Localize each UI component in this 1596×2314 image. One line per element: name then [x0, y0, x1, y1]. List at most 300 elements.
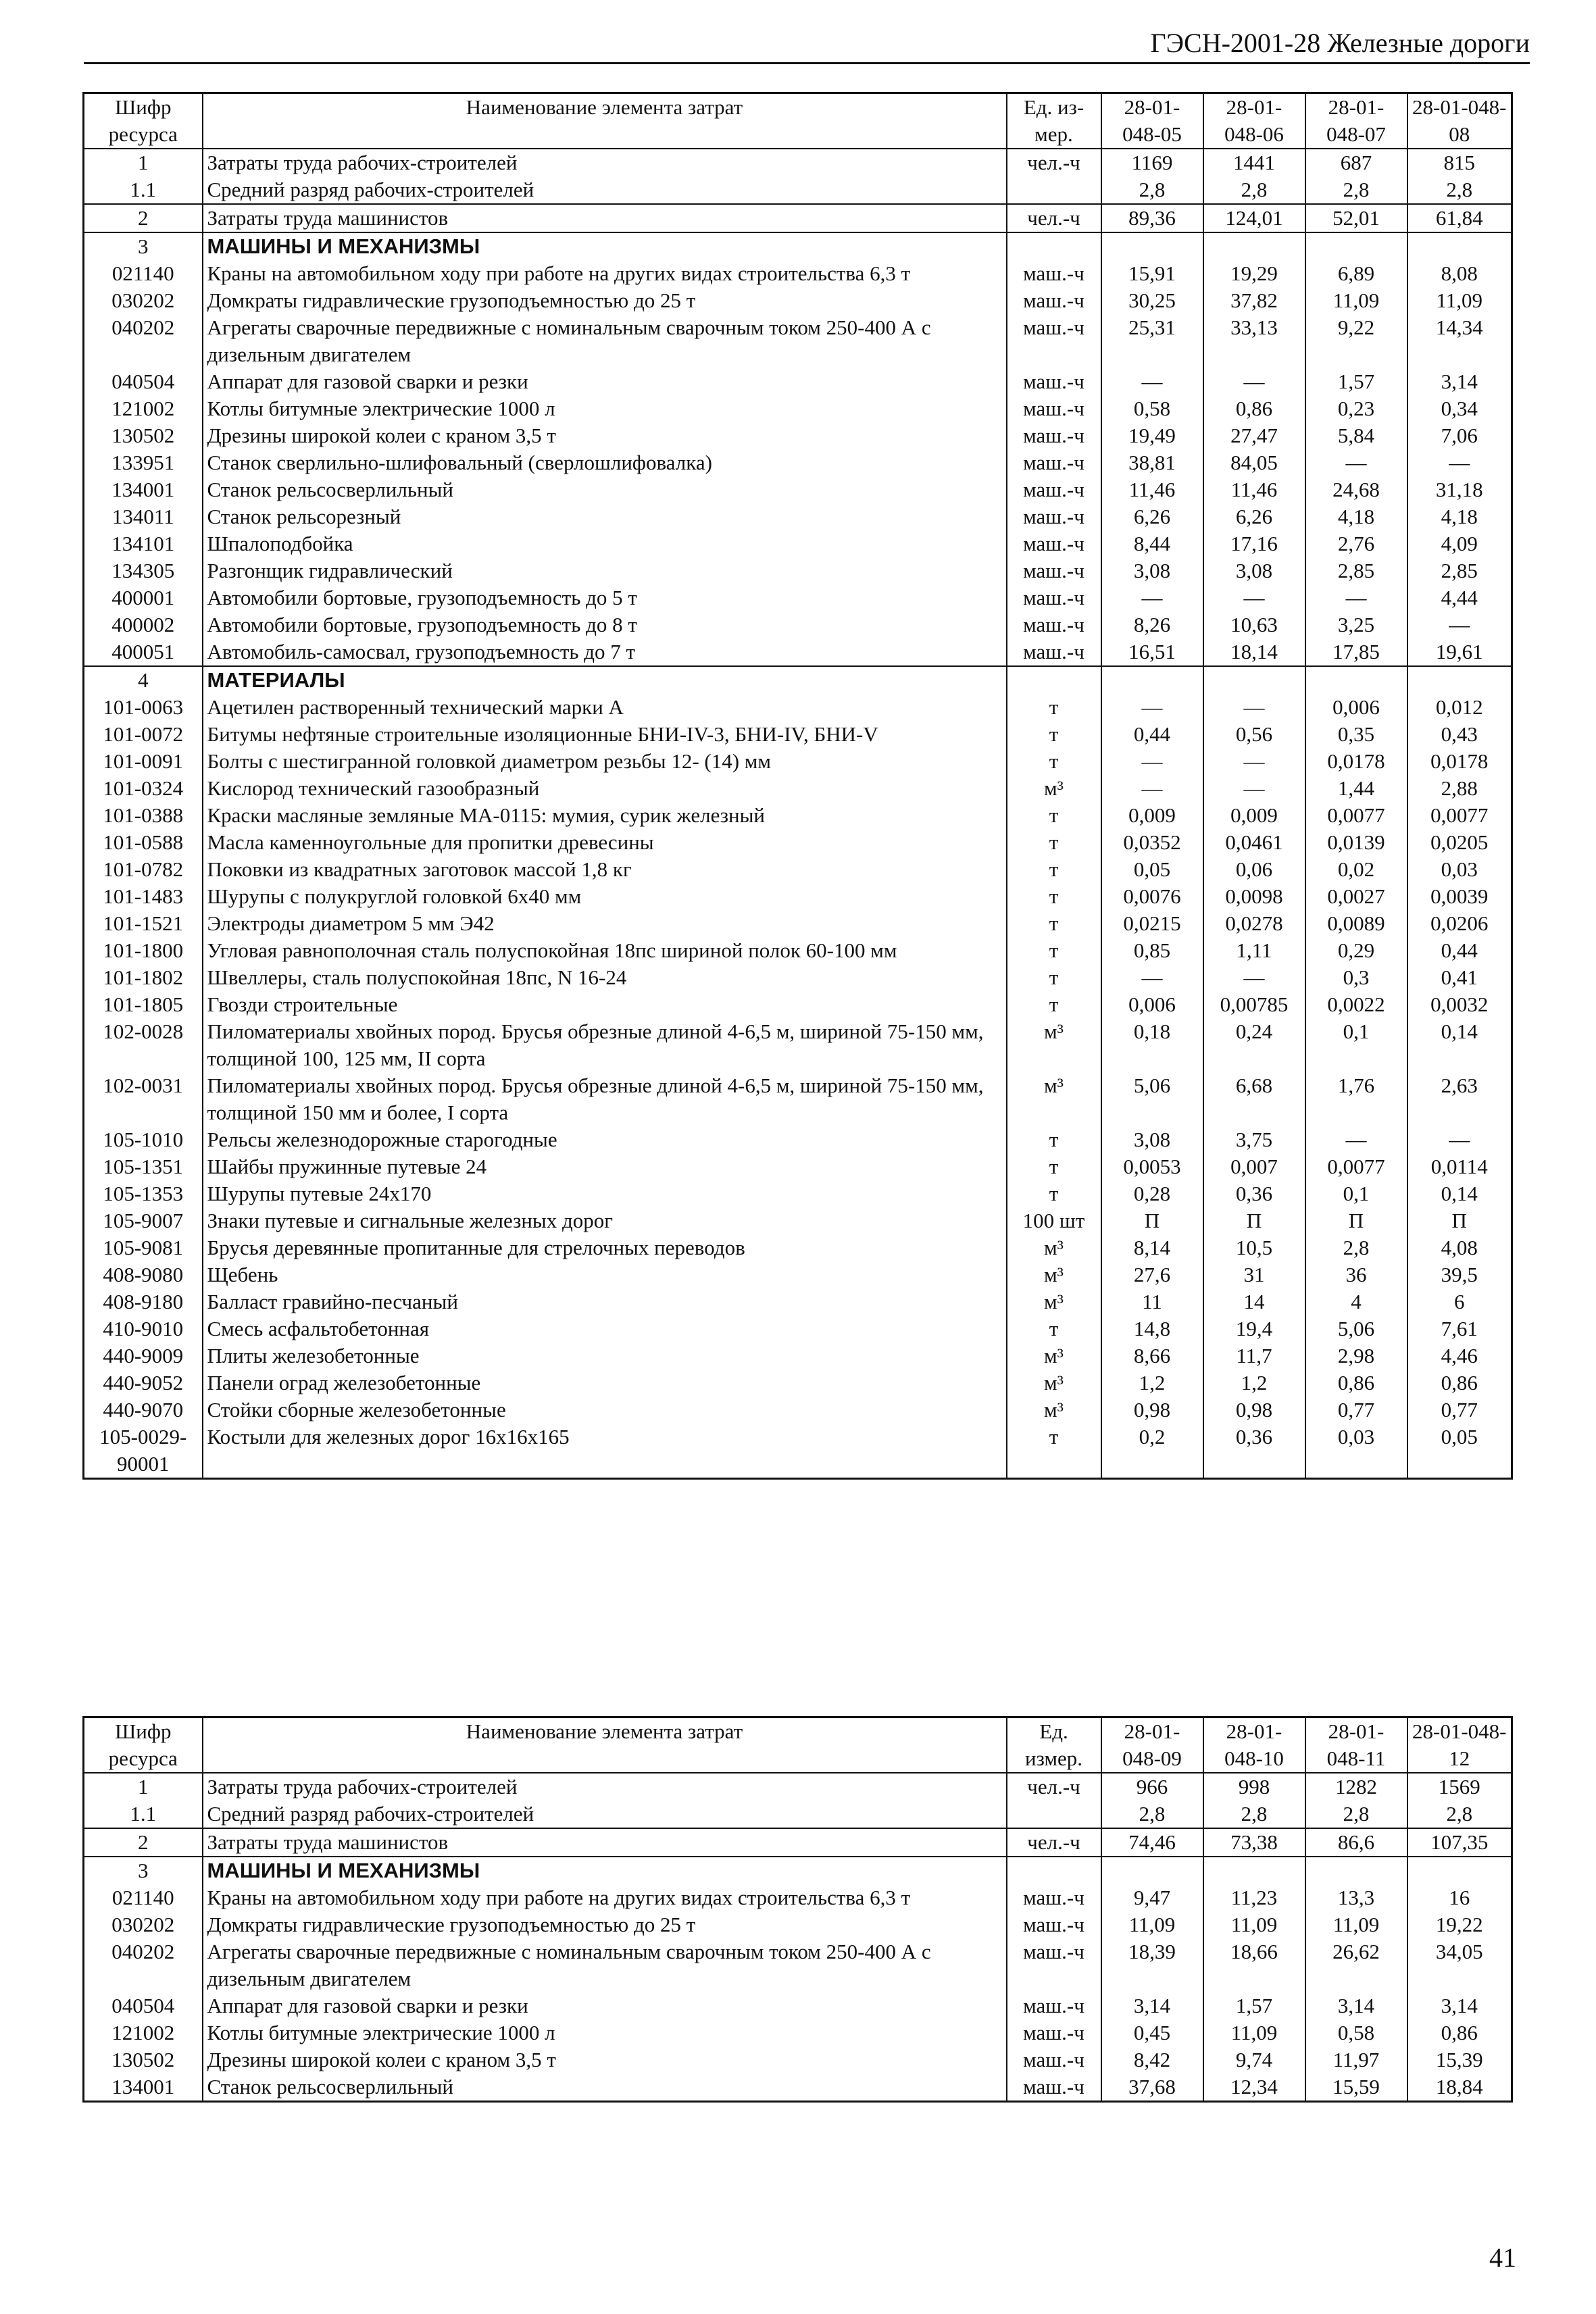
value-cell: 0,0077 — [1305, 1153, 1407, 1180]
value-cell: 19,61 — [1407, 638, 1512, 666]
resource-code-cell: 101-1483 — [84, 883, 203, 910]
table-row — [84, 748, 1512, 775]
value-cell: 2,85 — [1407, 557, 1512, 584]
value-cell: 6,68 — [1203, 1072, 1305, 1126]
table-row — [84, 802, 1512, 829]
table-row — [84, 2073, 1512, 2102]
unit-cell — [1007, 1857, 1101, 1884]
value-cell: 3,08 — [1203, 557, 1305, 584]
value-cell: 2,8 — [1101, 1801, 1203, 1828]
col-header-unit: Ед. измер. — [1007, 1717, 1101, 1774]
resource-code-cell: 130502 — [84, 2046, 203, 2073]
value-cell: 8,14 — [1101, 1234, 1203, 1261]
value-cell: 0,14 — [1407, 1180, 1512, 1207]
value-cell — [1305, 1857, 1407, 1884]
value-cell: 0,36 — [1203, 1424, 1305, 1479]
value-cell: 11,09 — [1203, 2019, 1305, 2046]
value-cell: 0,0098 — [1203, 883, 1305, 910]
value-cell: П — [1101, 1207, 1203, 1234]
resource-name-cell: Домкраты гидравлические грузоподъемностью до 25 т — [203, 1911, 1007, 1938]
value-cell: — — [1305, 1126, 1407, 1153]
resource-name-cell: Болты с шестигранной головкой диаметром резьбы 12- (14) мм — [203, 748, 1007, 775]
value-cell: 9,22 — [1305, 314, 1407, 368]
table-row — [84, 530, 1512, 557]
value-cell: 0,35 — [1305, 721, 1407, 748]
value-cell — [1407, 232, 1512, 260]
header-title: ГЭСН-2001-28 Железные дороги — [1150, 28, 1530, 58]
value-cell: 0,0077 — [1305, 802, 1407, 829]
table-row — [84, 694, 1512, 721]
resource-name-cell: МАШИНЫ И МЕХАНИЗМЫ — [203, 1857, 1007, 1884]
resource-name-cell: Угловая равнополочная сталь полуспокойная 18пс шириной полок 60-100 мм — [203, 937, 1007, 964]
value-cell: 0,0178 — [1407, 748, 1512, 775]
resource-name-cell: Краны на автомобильном ходу при работе на других видах строительства 6,3 т — [203, 1884, 1007, 1911]
table-row — [84, 2019, 1512, 2046]
resource-code-cell: 102-0031 — [84, 1072, 203, 1126]
table-row — [84, 1234, 1512, 1261]
value-cell: 4,09 — [1407, 530, 1512, 557]
value-cell: — — [1203, 368, 1305, 395]
unit-cell: м³ — [1007, 1072, 1101, 1126]
value-cell: 19,22 — [1407, 1911, 1512, 1938]
value-cell: — — [1407, 449, 1512, 476]
value-cell: 24,68 — [1305, 476, 1407, 503]
table-row — [84, 422, 1512, 449]
value-cell: 1,76 — [1305, 1072, 1407, 1126]
resource-name-cell: Затраты труда рабочих-строителей — [203, 1773, 1007, 1801]
unit-cell: м³ — [1007, 1288, 1101, 1315]
resource-code-cell: 2 — [84, 1828, 203, 1857]
value-cell — [1101, 232, 1203, 260]
resource-name-cell: Затраты труда машинистов — [203, 1828, 1007, 1857]
resource-name-cell: Агрегаты сварочные передвижные с номинальным сварочным током 250-400 А с дизельным двигателем — [203, 314, 1007, 368]
value-cell: — — [1101, 694, 1203, 721]
value-cell: 3,08 — [1101, 1126, 1203, 1153]
value-cell: 0,28 — [1101, 1180, 1203, 1207]
resource-code-cell: 101-1521 — [84, 910, 203, 937]
value-cell — [1407, 1857, 1512, 1884]
resource-name-cell: Станок рельсосверлильный — [203, 476, 1007, 503]
value-cell: 0,00785 — [1203, 991, 1305, 1018]
value-cell: 2,8 — [1305, 1801, 1407, 1828]
resource-name-cell: Смесь асфальтобетонная — [203, 1315, 1007, 1342]
value-cell: 11,09 — [1101, 1911, 1203, 1938]
unit-cell — [1007, 666, 1101, 694]
table-row — [84, 287, 1512, 314]
value-cell: 0,44 — [1101, 721, 1203, 748]
resource-name-cell: Шурупы с полукруглой головкой 6х40 мм — [203, 883, 1007, 910]
resource-name-cell: Разгонщик гидравлический — [203, 557, 1007, 584]
value-cell: 124,01 — [1203, 204, 1305, 232]
value-cell: 89,36 — [1101, 204, 1203, 232]
value-cell — [1407, 666, 1512, 694]
resource-name-cell: Масла каменноугольные для пропитки древесины — [203, 829, 1007, 856]
resource-name-cell: МАТЕРИАЛЫ — [203, 666, 1007, 694]
unit-cell: т — [1007, 991, 1101, 1018]
value-cell: 31 — [1203, 1261, 1305, 1288]
value-cell: 0,86 — [1407, 1369, 1512, 1397]
resource-code-cell: 1.1 — [84, 1801, 203, 1828]
resource-code-cell: 134011 — [84, 503, 203, 530]
table-row — [84, 1315, 1512, 1342]
value-cell: 0,05 — [1407, 1424, 1512, 1479]
table-row — [84, 964, 1512, 991]
value-cell: 34,05 — [1407, 1938, 1512, 1992]
value-cell: — — [1101, 775, 1203, 802]
value-cell: 0,86 — [1407, 2019, 1512, 2046]
value-cell: 0,1 — [1305, 1018, 1407, 1072]
table-row — [84, 991, 1512, 1018]
resource-code-cell: 133951 — [84, 449, 203, 476]
resource-code-cell: 4 — [84, 666, 203, 694]
value-cell: П — [1305, 1207, 1407, 1234]
value-cell: 0,56 — [1203, 721, 1305, 748]
table-row — [84, 1180, 1512, 1207]
resource-name-cell: Краны на автомобильном ходу при работе на других видах строительства 6,3 т — [203, 260, 1007, 287]
unit-cell: маш.-ч — [1007, 2073, 1101, 2102]
value-cell: 12,34 — [1203, 2073, 1305, 2102]
value-cell — [1305, 666, 1407, 694]
resource-name-cell: Средний разряд рабочих-строителей — [203, 176, 1007, 204]
value-cell: 0,18 — [1101, 1018, 1203, 1072]
value-cell: 14,34 — [1407, 314, 1512, 368]
unit-cell: маш.-ч — [1007, 287, 1101, 314]
value-cell: 0,43 — [1407, 721, 1512, 748]
unit-cell: т — [1007, 856, 1101, 883]
table-row — [84, 368, 1512, 395]
unit-cell: т — [1007, 802, 1101, 829]
unit-cell: м³ — [1007, 1369, 1101, 1397]
col-header-norm: 28-01-048-07 — [1305, 93, 1407, 149]
unit-cell: 100 шт — [1007, 1207, 1101, 1234]
table-row — [84, 775, 1512, 802]
table-row — [84, 1801, 1512, 1828]
value-cell: 11,09 — [1305, 287, 1407, 314]
value-cell: 0,58 — [1305, 2019, 1407, 2046]
value-cell — [1101, 666, 1203, 694]
unit-cell: т — [1007, 910, 1101, 937]
unit-cell: маш.-ч — [1007, 260, 1101, 287]
col-header-norm: 28-01-048-08 — [1407, 93, 1512, 149]
unit-cell: м³ — [1007, 1018, 1101, 1072]
value-cell: 11,09 — [1203, 1911, 1305, 1938]
col-header-name: Наименование элемента затрат — [203, 93, 1007, 149]
unit-cell: маш.-ч — [1007, 1911, 1101, 1938]
col-header-norm: 28-01-048-05 — [1101, 93, 1203, 149]
value-cell: 0,85 — [1101, 937, 1203, 964]
unit-cell: маш.-ч — [1007, 1938, 1101, 1992]
table-body — [84, 149, 1512, 1479]
value-cell: 0,77 — [1305, 1397, 1407, 1424]
value-cell: 18,84 — [1407, 2073, 1512, 2102]
value-cell: 0,58 — [1101, 395, 1203, 422]
value-cell: 2,8 — [1407, 1801, 1512, 1828]
resource-name-cell: Дрезины широкой колеи с краном 3,5 т — [203, 2046, 1007, 2073]
value-cell: 5,84 — [1305, 422, 1407, 449]
value-cell: 8,08 — [1407, 260, 1512, 287]
resource-code-cell: 105-9007 — [84, 1207, 203, 1234]
resource-table-2 — [82, 1716, 1513, 2103]
unit-cell: т — [1007, 883, 1101, 910]
value-cell: 0,2 — [1101, 1424, 1203, 1479]
value-cell: 0,24 — [1203, 1018, 1305, 1072]
value-cell: 19,4 — [1203, 1315, 1305, 1342]
value-cell: 11,7 — [1203, 1342, 1305, 1369]
unit-cell: маш.-ч — [1007, 1992, 1101, 2019]
value-cell: — — [1203, 964, 1305, 991]
table-row — [84, 937, 1512, 964]
value-cell: — — [1407, 1126, 1512, 1153]
unit-cell: чел.-ч — [1007, 149, 1101, 176]
value-cell: 0,0278 — [1203, 910, 1305, 937]
resource-code-cell: 134305 — [84, 557, 203, 584]
value-cell: 3,14 — [1407, 368, 1512, 395]
resource-code-cell: 400002 — [84, 611, 203, 638]
resource-code-cell: 408-9080 — [84, 1261, 203, 1288]
resource-name-cell: Пиломатериалы хвойных пород. Брусья обрезные длиной 4-6,5 м, шириной 75-150 мм, толщиной 100, 125 мм, II сорта — [203, 1018, 1007, 1072]
value-cell: 33,13 — [1203, 314, 1305, 368]
value-cell: — — [1203, 694, 1305, 721]
value-cell: 6 — [1407, 1288, 1512, 1315]
value-cell: 0,0076 — [1101, 883, 1203, 910]
resource-code-cell: 030202 — [84, 287, 203, 314]
value-cell: 17,16 — [1203, 530, 1305, 557]
unit-cell: маш.-ч — [1007, 368, 1101, 395]
value-cell: 1569 — [1407, 1773, 1512, 1801]
table-row — [84, 149, 1512, 176]
resource-name-cell: Станок рельсосверлильный — [203, 2073, 1007, 2102]
value-cell: — — [1101, 368, 1203, 395]
unit-cell — [1007, 1801, 1101, 1828]
value-cell: 0,34 — [1407, 395, 1512, 422]
table-row — [84, 260, 1512, 287]
value-cell: 15,39 — [1407, 2046, 1512, 2073]
value-cell: 7,06 — [1407, 422, 1512, 449]
resource-code-cell: 105-1010 — [84, 1126, 203, 1153]
resource-code-cell: 101-0388 — [84, 802, 203, 829]
value-cell: 9,47 — [1101, 1884, 1203, 1911]
unit-cell: м³ — [1007, 1234, 1101, 1261]
value-cell: 8,44 — [1101, 530, 1203, 557]
value-cell: 1,2 — [1203, 1369, 1305, 1397]
table-row — [84, 1369, 1512, 1397]
resource-code-cell: 101-1800 — [84, 937, 203, 964]
resource-code-cell: 040504 — [84, 1992, 203, 2019]
resource-code-cell: 408-9180 — [84, 1288, 203, 1315]
unit-cell: м³ — [1007, 1397, 1101, 1424]
value-cell: 0,41 — [1407, 964, 1512, 991]
value-cell: 14,8 — [1101, 1315, 1203, 1342]
value-cell: 0,23 — [1305, 395, 1407, 422]
resource-name-cell: Плиты железобетонные — [203, 1342, 1007, 1369]
value-cell: 0,0461 — [1203, 829, 1305, 856]
value-cell: 0,0039 — [1407, 883, 1512, 910]
table-row — [84, 1261, 1512, 1288]
table-row — [84, 557, 1512, 584]
resource-name-cell: Домкраты гидравлические грузоподъемностью до 25 т — [203, 287, 1007, 314]
value-cell: 2,8 — [1203, 176, 1305, 204]
value-cell: 0,0205 — [1407, 829, 1512, 856]
value-cell: 8,42 — [1101, 2046, 1203, 2073]
value-cell: 86,6 — [1305, 1828, 1407, 1857]
resource-code-cell: 040504 — [84, 368, 203, 395]
value-cell: 0,0139 — [1305, 829, 1407, 856]
value-cell: 1169 — [1101, 149, 1203, 176]
table-header-row — [84, 1717, 1512, 1774]
value-cell: 0,77 — [1407, 1397, 1512, 1424]
table-header-row — [84, 93, 1512, 149]
value-cell: 0,0022 — [1305, 991, 1407, 1018]
resource-code-cell: 021140 — [84, 260, 203, 287]
value-cell: 0,0352 — [1101, 829, 1203, 856]
value-cell: 0,0027 — [1305, 883, 1407, 910]
value-cell: 13,3 — [1305, 1884, 1407, 1911]
value-cell: 14 — [1203, 1288, 1305, 1315]
value-cell: 0,1 — [1305, 1180, 1407, 1207]
value-cell: 0,012 — [1407, 694, 1512, 721]
value-cell: 17,85 — [1305, 638, 1407, 666]
value-cell: 0,0206 — [1407, 910, 1512, 937]
unit-cell: маш.-ч — [1007, 2019, 1101, 2046]
table-row — [84, 1397, 1512, 1424]
resource-name-cell: Рельсы железнодорожные старогодные — [203, 1126, 1007, 1153]
value-cell: 4,18 — [1305, 503, 1407, 530]
unit-cell: т — [1007, 829, 1101, 856]
resource-name-cell: Знаки путевые и сигнальные железных дорог — [203, 1207, 1007, 1234]
unit-cell: т — [1007, 1315, 1101, 1342]
unit-cell: чел.-ч — [1007, 1828, 1101, 1857]
resource-name-cell: Котлы битумные электрические 1000 л — [203, 395, 1007, 422]
value-cell: 0,36 — [1203, 1180, 1305, 1207]
value-cell: 11 — [1101, 1288, 1203, 1315]
value-cell: 11,97 — [1305, 2046, 1407, 2073]
resource-code-cell: 040202 — [84, 1938, 203, 1992]
resource-name-cell: Станок сверлильно-шлифовальный (сверлошлифовалка) — [203, 449, 1007, 476]
value-cell: — — [1203, 748, 1305, 775]
value-cell: 4,46 — [1407, 1342, 1512, 1369]
resource-code-cell: 3 — [84, 1857, 203, 1884]
unit-cell: маш.-ч — [1007, 314, 1101, 368]
unit-cell — [1007, 232, 1101, 260]
value-cell: 16 — [1407, 1884, 1512, 1911]
unit-cell: маш.-ч — [1007, 503, 1101, 530]
value-cell: 0,05 — [1101, 856, 1203, 883]
unit-cell: т — [1007, 1424, 1101, 1479]
col-header-norm: 28-01-048-11 — [1305, 1717, 1407, 1774]
value-cell: 3,14 — [1101, 1992, 1203, 2019]
table-row — [84, 1288, 1512, 1315]
value-cell: 1282 — [1305, 1773, 1407, 1801]
resource-code-cell: 102-0028 — [84, 1018, 203, 1072]
value-cell: 30,25 — [1101, 287, 1203, 314]
table-row — [84, 638, 1512, 666]
value-cell: 2,98 — [1305, 1342, 1407, 1369]
value-cell: 0,0178 — [1305, 748, 1407, 775]
resource-name-cell: Котлы битумные электрические 1000 л — [203, 2019, 1007, 2046]
resource-code-cell: 440-9009 — [84, 1342, 203, 1369]
value-cell: 39,5 — [1407, 1261, 1512, 1288]
value-cell: 1,2 — [1101, 1369, 1203, 1397]
resource-code-cell: 400051 — [84, 638, 203, 666]
unit-cell: маш.-ч — [1007, 1884, 1101, 1911]
resource-code-cell: 101-0063 — [84, 694, 203, 721]
value-cell: — — [1203, 584, 1305, 611]
table-row — [84, 1828, 1512, 1857]
table-row — [84, 176, 1512, 204]
table-row — [84, 1207, 1512, 1234]
value-cell: 4,08 — [1407, 1234, 1512, 1261]
value-cell: 37,68 — [1101, 2073, 1203, 2102]
resource-code-cell: 121002 — [84, 395, 203, 422]
resource-name-cell: Поковки из квадратных заготовок массой 1,8 кг — [203, 856, 1007, 883]
table-row — [84, 2046, 1512, 2073]
table-row — [84, 1773, 1512, 1801]
value-cell: 36 — [1305, 1261, 1407, 1288]
unit-cell: м³ — [1007, 1261, 1101, 1288]
value-cell: 0,009 — [1101, 802, 1203, 829]
resource-code-cell: 440-9052 — [84, 1369, 203, 1397]
unit-cell: м³ — [1007, 1342, 1101, 1369]
value-cell: 61,84 — [1407, 204, 1512, 232]
resource-code-cell: 134101 — [84, 530, 203, 557]
value-cell: 2,63 — [1407, 1072, 1512, 1126]
value-cell: 73,38 — [1203, 1828, 1305, 1857]
value-cell: 7,61 — [1407, 1315, 1512, 1342]
value-cell: 1,44 — [1305, 775, 1407, 802]
table-row — [84, 1911, 1512, 1938]
table-row — [84, 1938, 1512, 1992]
resource-name-cell: МАШИНЫ И МЕХАНИЗМЫ — [203, 232, 1007, 260]
resource-code-cell: 1 — [84, 1773, 203, 1801]
value-cell — [1203, 666, 1305, 694]
resource-code-cell: 021140 — [84, 1884, 203, 1911]
col-header-code: Шифр ресурса — [84, 1717, 203, 1774]
resource-name-cell: Балласт гравийно-песчаный — [203, 1288, 1007, 1315]
value-cell: 10,63 — [1203, 611, 1305, 638]
resource-code-cell: 105-9081 — [84, 1234, 203, 1261]
resource-code-cell: 101-0324 — [84, 775, 203, 802]
value-cell: 0,0114 — [1407, 1153, 1512, 1180]
unit-cell: маш.-ч — [1007, 611, 1101, 638]
resource-name-cell: Аппарат для газовой сварки и резки — [203, 1992, 1007, 2019]
value-cell: 0,03 — [1305, 1424, 1407, 1479]
resource-name-cell: Шайбы пружинные путевые 24 — [203, 1153, 1007, 1180]
value-cell: 2,8 — [1101, 176, 1203, 204]
value-cell: 19,29 — [1203, 260, 1305, 287]
table-body — [84, 1773, 1512, 2102]
resource-name-cell: Пиломатериалы хвойных пород. Брусья обрезные длиной 4-6,5 м, шириной 75-150 мм, толщиной 150 мм и более, I сорта — [203, 1072, 1007, 1126]
resource-code-cell: 101-0091 — [84, 748, 203, 775]
value-cell: 0,0077 — [1407, 802, 1512, 829]
table-row — [84, 584, 1512, 611]
value-cell: 3,75 — [1203, 1126, 1305, 1153]
value-cell: — — [1101, 964, 1203, 991]
unit-cell: м³ — [1007, 775, 1101, 802]
resource-name-cell: Затраты труда машинистов — [203, 204, 1007, 232]
value-cell: 15,91 — [1101, 260, 1203, 287]
value-cell: 0,29 — [1305, 937, 1407, 964]
value-cell: 0,45 — [1101, 2019, 1203, 2046]
table-row — [84, 1072, 1512, 1126]
value-cell: П — [1407, 1207, 1512, 1234]
resource-code-cell: 101-1805 — [84, 991, 203, 1018]
table-row — [84, 1884, 1512, 1911]
col-header-code: Шифр ресурса — [84, 93, 203, 149]
section-row — [84, 232, 1512, 260]
value-cell: 6,89 — [1305, 260, 1407, 287]
table-row — [84, 1153, 1512, 1180]
value-cell: — — [1407, 611, 1512, 638]
